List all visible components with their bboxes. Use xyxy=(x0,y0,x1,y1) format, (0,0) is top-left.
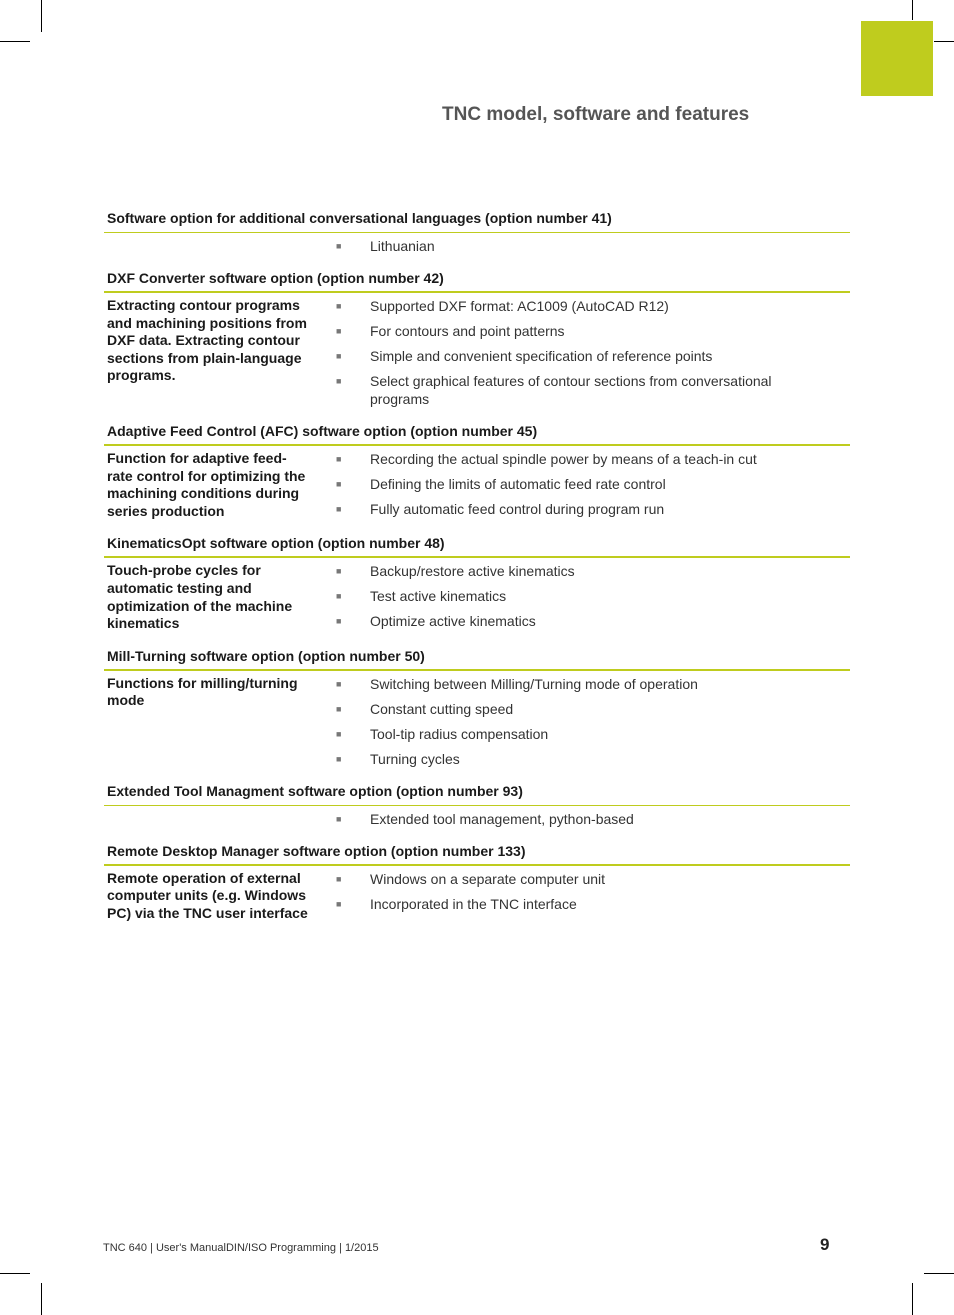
list-item xyxy=(312,750,850,768)
crop-mark xyxy=(924,1273,954,1274)
section-heading: KinematicsOpt software option (option number 48) xyxy=(104,534,850,558)
list-item-text: For contours and point patterns xyxy=(370,323,565,339)
list-item-text: Fully automatic feed control during program run xyxy=(370,501,665,517)
option-section xyxy=(104,269,850,422)
section-description: Functions for milling/turning mode xyxy=(107,674,298,709)
list-item xyxy=(312,810,850,828)
option-section xyxy=(104,209,850,269)
list-item-text: Turning cycles xyxy=(370,750,460,767)
list-item xyxy=(312,562,850,580)
list-item xyxy=(312,500,850,518)
section-body xyxy=(104,866,850,937)
section-description xyxy=(104,810,312,828)
option-section xyxy=(104,534,850,646)
square-bullet-icon: ■ xyxy=(336,678,342,689)
feature-list xyxy=(312,675,850,768)
list-item xyxy=(312,587,850,605)
crop-mark xyxy=(912,1283,913,1315)
section-description: Extracting contour programs and machining positions from DXF data. Extracting contour sections from plain-language programs. xyxy=(107,297,307,384)
section-body xyxy=(104,233,850,269)
section-body xyxy=(104,446,850,534)
page-number: 9 xyxy=(820,1235,830,1254)
list-item-text: Recording the actual spindle power by means of a teach-in cut xyxy=(370,451,757,467)
list-item xyxy=(312,475,850,493)
section-description xyxy=(104,237,312,255)
list-item xyxy=(312,700,850,718)
list-item xyxy=(312,297,850,315)
option-section xyxy=(104,842,850,937)
square-bullet-icon: ■ xyxy=(336,376,342,386)
list-item-text: Constant cutting speed xyxy=(370,700,514,717)
list-item-text: Supported DXF format: AC1009 (AutoCAD R12) xyxy=(370,298,669,314)
section-heading: DXF Converter software option (option number 42) xyxy=(104,269,850,293)
square-bullet-icon: ■ xyxy=(336,566,342,577)
list-item xyxy=(312,612,850,630)
square-bullet-icon: ■ xyxy=(336,591,342,602)
section-description: Touch-probe cycles for automatic testing and optimization of the machine kinematics xyxy=(107,562,293,632)
list-item-text: Simple and convenient specification of reference points xyxy=(370,348,713,364)
crop-mark xyxy=(0,1273,30,1274)
list-item xyxy=(312,870,850,888)
list-item-text: Defining the limits of automatic feed rate control xyxy=(370,476,666,492)
list-item xyxy=(312,372,850,408)
list-item xyxy=(312,237,850,255)
section-heading: Software option for additional conversational languages (option number 41) xyxy=(104,209,850,233)
feature-list xyxy=(312,237,850,255)
crop-mark xyxy=(912,0,913,20)
square-bullet-icon: ■ xyxy=(336,301,342,311)
feature-list xyxy=(312,450,850,520)
option-section xyxy=(104,782,850,842)
feature-list xyxy=(312,870,850,923)
square-bullet-icon: ■ xyxy=(336,703,342,714)
list-item-text: Test active kinematics xyxy=(370,588,507,605)
crop-mark xyxy=(41,0,42,32)
section-heading: Remote Desktop Manager software option (option number 133) xyxy=(104,842,850,866)
section-body xyxy=(104,558,850,646)
crop-mark xyxy=(934,41,954,42)
square-bullet-icon: ■ xyxy=(336,479,342,489)
list-item xyxy=(312,347,850,365)
square-bullet-icon: ■ xyxy=(336,616,342,627)
crop-mark xyxy=(0,41,30,42)
list-item-text: Windows on a separate computer unit xyxy=(370,870,606,887)
feature-list xyxy=(312,562,850,632)
list-item xyxy=(312,895,850,913)
list-item xyxy=(312,675,850,693)
option-section xyxy=(104,422,850,534)
square-bullet-icon: ■ xyxy=(336,454,342,464)
section-body xyxy=(104,293,850,422)
square-bullet-icon: ■ xyxy=(336,873,342,884)
section-heading: Mill-Turning software option (option number 50) xyxy=(104,647,850,671)
section-body xyxy=(104,806,850,842)
feature-list xyxy=(312,810,850,828)
section-description: Remote operation of external computer units (e.g. Windows PC) via the TNC user interface xyxy=(107,869,308,921)
list-item-text: Optimize active kinematics xyxy=(370,613,536,630)
list-item-text: Select graphical features of contour sections from conversational programs xyxy=(370,373,772,407)
footer-text: TNC 640 | User's ManualDIN/ISO Programming | 1/2015 xyxy=(103,1242,379,1254)
square-bullet-icon: ■ xyxy=(336,898,342,909)
section-heading: Extended Tool Managment software option (option number 93) xyxy=(104,782,850,806)
list-item xyxy=(312,322,850,340)
list-item-text: Incorporated in the TNC interface xyxy=(370,895,577,912)
feature-list xyxy=(312,297,850,408)
list-item xyxy=(312,725,850,743)
list-item-text: Switching between Milling/Turning mode of operation xyxy=(370,675,698,692)
options-list xyxy=(104,209,850,937)
section-description: Function for adaptive feed-rate control for optimizing the machining conditions during series production xyxy=(107,450,306,519)
chapter-title: TNC model, software and features xyxy=(442,104,750,125)
square-bullet-icon: ■ xyxy=(336,351,342,361)
chapter-accent-tab xyxy=(861,21,933,96)
square-bullet-icon: ■ xyxy=(336,813,342,824)
square-bullet-icon: ■ xyxy=(336,326,342,336)
section-heading: Adaptive Feed Control (AFC) software option (option number 45) xyxy=(104,422,850,446)
list-item-text: Tool-tip radius compensation xyxy=(370,725,549,742)
crop-mark xyxy=(41,1283,42,1315)
square-bullet-icon: ■ xyxy=(336,753,342,764)
square-bullet-icon: ■ xyxy=(336,728,342,739)
list-item xyxy=(312,450,850,468)
list-item-text: Lithuanian xyxy=(370,238,435,254)
square-bullet-icon: ■ xyxy=(336,241,342,251)
list-item-text: Extended tool management, python-based xyxy=(370,810,634,827)
section-body xyxy=(104,671,850,782)
option-section xyxy=(104,647,850,782)
square-bullet-icon: ■ xyxy=(336,504,342,514)
list-item-text: Backup/restore active kinematics xyxy=(370,563,575,580)
